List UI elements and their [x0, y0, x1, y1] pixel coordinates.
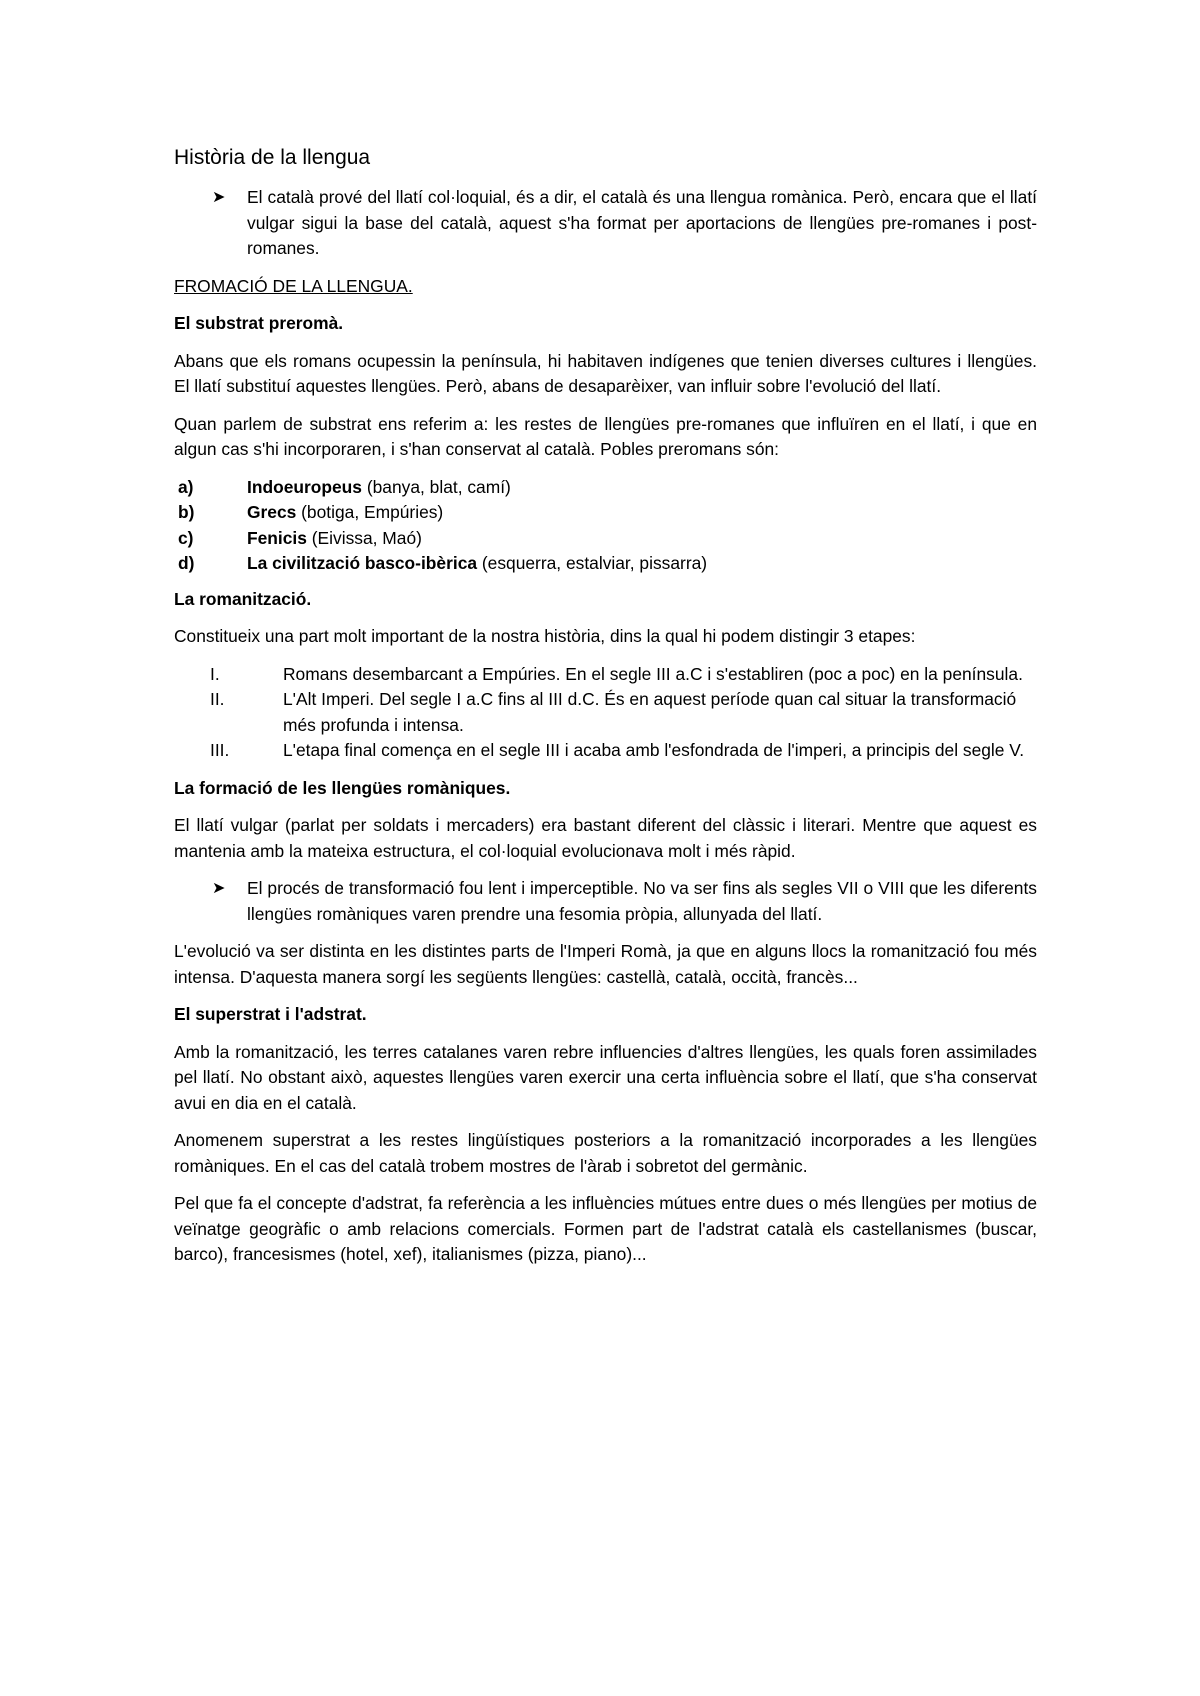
- list-term: La civilització basco-ibèrica: [247, 553, 478, 573]
- list-term: Fenicis: [247, 527, 307, 548]
- list-item: [174, 738, 1037, 764]
- superstrat-heading: El superstrat i l'adstrat.: [174, 1004, 367, 1024]
- page-title: Història de la llengua: [174, 146, 371, 169]
- list-marker: I.: [210, 663, 220, 684]
- list-item: [174, 475, 1037, 501]
- substrat-paragraph-1: Abans que els romans ocupessin la península, hi habitaven indígenes que tenien diverses cultures i llengües. El llatí substituí aquestes llengües. Però, abans de desaparèixer, van influir sobre l'evolució del llatí.: [174, 350, 1037, 396]
- list-examples: (Eivissa, Maó): [306, 527, 422, 548]
- romanitzacio-heading: La romanització.: [174, 588, 312, 609]
- list-marker: b): [178, 502, 195, 522]
- superstrat-paragraph-3: Pel que fa el concepte d'adstrat, fa referència a les influències mútues entre dues o més llengües per motius de veïnatge geogràfic o amb relacions comercials. Formen part de l'adstrat català els castellanismes (buscar, barco), francesismes (hotel, xef), italianismes (pizza, piano)...: [174, 1193, 1037, 1264]
- list-term: Indoeuropeus: [247, 476, 362, 497]
- list-examples: (banya, blat, camí): [361, 476, 511, 497]
- formacio-bullet: [174, 876, 1037, 927]
- superstrat-paragraph-1: Amb la romanització, les terres catalanes varen rebre influencies d'altres llengües, les quals foren assimilades pel llatí. No obstant això, aquestes llengües varen exercir una certa influència sobre el llatí, que s'ha conservat avui en dia en el català.: [174, 1041, 1037, 1113]
- list-text: L'Alt Imperi. Del segle I a.C fins al III d.C. És en aquest període quan cal situar la transformació més profunda i intensa.: [283, 689, 1017, 735]
- list-examples: (esquerra, estalviar, pissarra): [477, 553, 708, 573]
- etapes-list: [174, 662, 1037, 764]
- list-item: [174, 500, 1037, 526]
- section-formacio-heading: FROMACIÓ DE LA LLENGUA.: [174, 275, 413, 296]
- arrow-bullet-icon: ➤: [212, 189, 226, 206]
- list-marker: d): [178, 553, 195, 573]
- substrat-heading: El substrat preromà.: [174, 313, 344, 333]
- list-text: L'etapa final comença en el segle III i acaba amb l'esfondrada de l'imperi, a principis del segle V.: [283, 740, 1025, 760]
- intro-bullet-text: El català prové del llatí col·loquial, és a dir, el català és una llengua romànica. Però, encara que el llatí vulgar sigui la base del català, aquest s'ha format per aportacions de llengües pre-romanes i post-romanes.: [247, 187, 1037, 258]
- superstrat-paragraph-2: Anomenem superstrat a les restes lingüístiques posteriors a la romanització incorporades a les llengües romàniques. En el cas del català trobem mostres de l'àrab i sobretot del germànic.: [174, 1130, 1037, 1176]
- list-item: [174, 526, 1037, 552]
- list-text: Romans desembarcant a Empúries. En el segle III a.C i s'establiren (poc a poc) en la península.: [283, 663, 1023, 684]
- formacio-paragraph-2: L'evolució va ser distinta en les distintes parts de l'Imperi Romà, ja que en alguns llocs la romanització fou més intensa. D'aquesta manera sorgí les següents llengües: castellà, català, occità, francès...: [174, 941, 1037, 987]
- list-marker: a): [178, 476, 194, 497]
- formacio-paragraph-1: El llatí vulgar (parlat per soldats i mercaders) era bastant diferent del clàssic i literari. Mentre que aquest es mantenia amb la mateixa estructura, el col·loquial evolucionava molt i més ràpid.: [174, 815, 1037, 861]
- arrow-bullet-icon: ➤: [212, 880, 226, 897]
- formacio-romaniques-heading: La formació de les llengües romàniques.: [174, 777, 511, 798]
- list-item: [174, 551, 1037, 577]
- list-examples: (botiga, Empúries): [296, 502, 444, 522]
- intro-bullet: [174, 185, 1037, 262]
- list-term: Grecs: [247, 502, 297, 522]
- pobles-preromans-list: [174, 475, 1037, 577]
- list-marker: III.: [210, 740, 230, 760]
- romanitzacio-paragraph: Constitueix una part molt important de la nostra història, dins la qual hi podem distingir 3 etapes:: [174, 626, 916, 646]
- substrat-paragraph-2: Quan parlem de substrat ens referim a: les restes de llengües pre-romanes que influïren en el llatí, i que en algun cas s'hi incorporaren, i s'han conservat al català. Pobles preromans són:: [174, 413, 1037, 459]
- list-item: [174, 662, 1037, 688]
- list-marker: II.: [210, 689, 225, 709]
- list-marker: c): [178, 527, 194, 548]
- list-item: [174, 687, 1037, 738]
- formacio-bullet-text: El procés de transformació fou lent i imperceptible. No va ser fins als segles VII o VIII que les diferents llengües romàniques varen prendre una fesomia pròpia, allunyada del llatí.: [247, 878, 1037, 924]
